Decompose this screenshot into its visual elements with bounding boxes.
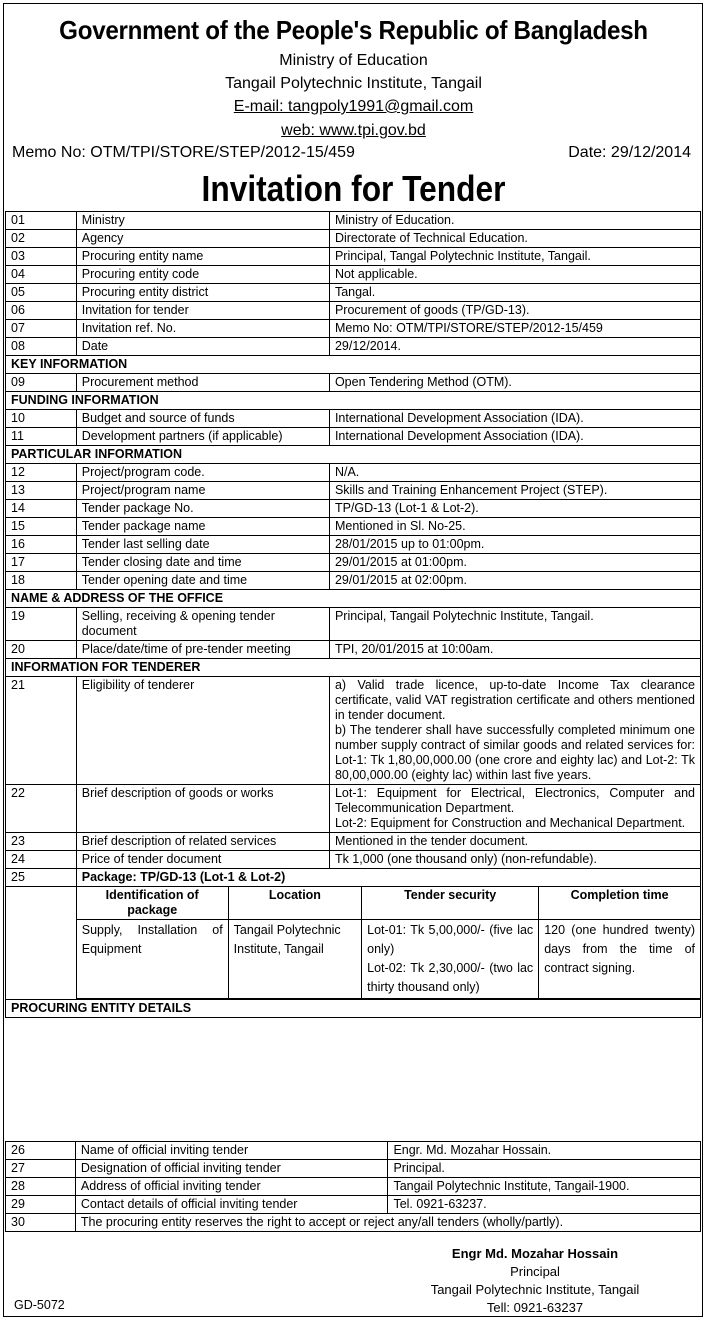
eligibility-text: a) Valid trade licence, up-to-date Income Tax clearance certificate, valid VAT registration certificate and others mentioned in tender document. b) The tenderer shall have successfully completed minimum one number supply contract of similar goods and related services for: Lot-1: Tk 1,80,00,000.00 (one crore and eighty lac) and Lot-2: Tk 80,00,000.00 (eighty lac) within last five years. — [329, 677, 700, 785]
section-heading: PROCURING ENTITY DETAILS — [6, 1000, 701, 1018]
section-heading: PARTICULAR INFORMATION — [6, 446, 701, 464]
goods-description: Lot-1: Equipment for Electrical, Electronics, Computer and Telecommunication Department. Lot-2: Equipment for Construction and Mechanical Department. — [329, 785, 700, 833]
tender-table — [5, 211, 701, 1018]
signatory-institute: Tangail Polytechnic Institute, Tangail — [430, 1282, 640, 1297]
package-row — [6, 887, 701, 999]
package-table: Identification of package Location Tender security Completion time Supply, Installation of Equipment Tangail Polytechnic Institute, Tangail Lot-01: Tk 5,00,000/- (five lac only) Lot-02: Tk 2,30,000/- (two lac thirty thousand only) 120 (one hundred twenty) days from the time of contract signing. — [77, 887, 700, 998]
table-row: 14 Tender package No. TP/GD-13 (Lot-1 & Lot-2). — [6, 500, 701, 518]
table-row: 23 Brief description of related services Mentioned in the tender document. — [6, 833, 701, 851]
table-row: 06 Invitation for tender Procurement of goods (TP/GD-13). — [6, 302, 701, 320]
table-row: 24 Price of tender document Tk 1,000 (one thousand only) (non-refundable). — [6, 851, 701, 869]
government-heading: Government of the People's Republic of Bangladesh — [59, 15, 648, 45]
table-row: 29 Contact details of official inviting tender Tel. 0921-63237. — [6, 1196, 701, 1214]
table-row: 27 Designation of official inviting tender Principal. — [6, 1160, 701, 1178]
web-link[interactable]: web: www.tpi.gov.bd — [281, 122, 426, 139]
table-row: 05 Procuring entity district Tangal. — [6, 284, 701, 302]
institute-line: Tangail Polytechnic Institute, Tangail — [225, 75, 482, 92]
memo-number: Memo No: OTM/TPI/STORE/STEP/2012-15/459 — [12, 144, 355, 161]
table-row: 04 Procuring entity code Not applicable. — [6, 266, 701, 284]
table-row: 13 Project/program name Skills and Training Enhancement Project (STEP). — [6, 482, 701, 500]
table-row: 15 Tender package name Mentioned in Sl. No-25. — [6, 518, 701, 536]
ministry-line: Ministry of Education — [279, 52, 428, 69]
table-row: 07 Invitation ref. No. Memo No: OTM/TPI/STORE/STEP/2012-15/459 — [6, 320, 701, 338]
table-row: 18 Tender opening date and time 29/01/2015 at 02:00pm. — [6, 572, 701, 590]
section-heading: NAME & ADDRESS OF THE OFFICE — [6, 590, 701, 608]
table-row: 10 Budget and source of funds International Development Association (IDA). — [6, 410, 701, 428]
table-row: 20 Place/date/time of pre-tender meeting TPI, 20/01/2015 at 10:00am. — [6, 641, 701, 659]
procuring-table — [5, 1141, 701, 1232]
memo-line — [12, 144, 691, 162]
table-row: 30 The procuring entity reserves the right to accept or reject any/all tenders (wholly/partly). — [6, 1214, 701, 1232]
email-link[interactable]: E-mail: tangpoly1991@gmail.com — [233, 98, 474, 115]
table-row: 03 Procuring entity name Principal, Tangal Polytechnic Institute, Tangail. — [6, 248, 701, 266]
signatory-designation: Principal — [510, 1264, 560, 1279]
signatory-name: Engr Md. Mozahar Hossain — [451, 1246, 619, 1261]
table-row: 19 Selling, receiving & opening tender document Principal, Tangail Polytechnic Institute, Tangail. — [6, 608, 701, 641]
table-row: 21 Eligibility of tenderer a) Valid trade licence, up-to-date Income Tax clearance certificate, valid VAT registration certificate and others mentioned in tender document. b) The tenderer shall have successfully completed minimum one number supply contract of similar goods and related services for: Lot-1: Tk 1,80,00,000.00 (one crore and eighty lac) and Lot-2: Tk 80,00,000.00 (eighty lac) within last five years. — [6, 677, 701, 785]
section-heading: KEY INFORMATION — [6, 356, 701, 374]
table-row: 08 Date 29/12/2014. — [6, 338, 701, 356]
signature-block — [400, 1245, 670, 1317]
table-row: 11 Development partners (if applicable) International Development Association (IDA). — [6, 428, 701, 446]
table-row: 26 Name of official inviting tender Engr. Md. Mozahar Hossain. — [6, 1142, 701, 1160]
signatory-tel: Tell: 0921-63237 — [486, 1300, 584, 1315]
table-row: 22 Brief description of goods or works Lot-1: Equipment for Electrical, Electronics, Computer and Telecommunication Department. Lot-2: Equipment for Construction and Mechanical Department. — [6, 785, 701, 833]
section-heading: FUNDING INFORMATION — [6, 392, 701, 410]
table-row: 25 Package: TP/GD-13 (Lot-1 & Lot-2) — [6, 869, 701, 887]
table-row: 02 Agency Directorate of Technical Education. — [6, 230, 701, 248]
gd-code: GD-5072 — [14, 1298, 65, 1312]
table-row: 01 Ministry Ministry of Education. — [6, 212, 701, 230]
table-row: 12 Project/program code. N/A. — [6, 464, 701, 482]
table-row: 09 Procurement method Open Tendering Method (OTM). — [6, 374, 701, 392]
memo-date: Date: 29/12/2014 — [568, 144, 691, 161]
section-heading: INFORMATION FOR TENDERER — [6, 659, 701, 677]
table-row: 28 Address of official inviting tender Tangail Polytechnic Institute, Tangail-1900. — [6, 1178, 701, 1196]
table-row: 16 Tender last selling date 28/01/2015 up to 01:00pm. — [6, 536, 701, 554]
table-row: 17 Tender closing date and time 29/01/2015 at 01:00pm. — [6, 554, 701, 572]
page-title: Invitation for Tender — [201, 168, 506, 209]
